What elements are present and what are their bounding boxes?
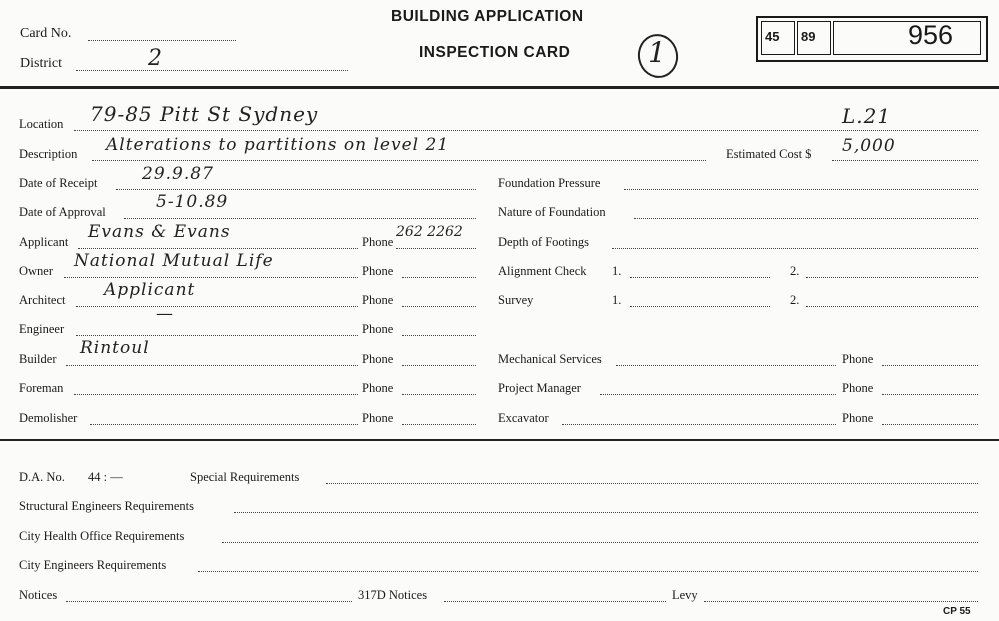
engineer-label: Engineer (19, 322, 65, 336)
date-approval-label: Date of Approval (19, 205, 106, 219)
notices-field[interactable] (66, 601, 352, 602)
builder-field[interactable] (66, 365, 358, 366)
foundation-pressure-field[interactable] (624, 189, 978, 190)
mechanical-phone-label: Phone (842, 352, 874, 366)
foundation-pressure-label: Foundation Pressure (498, 176, 601, 190)
foreman-phone-field[interactable] (402, 394, 476, 395)
architect-phone-field[interactable] (402, 306, 476, 307)
location-field[interactable] (74, 130, 978, 131)
notices-317d-label: 317D Notices (358, 588, 428, 602)
city-engineers-label: City Engineers Requirements (19, 558, 167, 572)
engineer-field[interactable] (76, 335, 358, 336)
date-receipt-value: 29.9.87 (142, 164, 214, 184)
applicant-phone-field[interactable] (396, 248, 476, 249)
applicant-phone-label: Phone (362, 235, 394, 249)
excavator-phone-field[interactable] (882, 424, 978, 425)
alignment-check-num-2: 2. (790, 264, 800, 278)
alignment-check-field-1[interactable] (630, 277, 770, 278)
notices-317d-field[interactable] (444, 601, 666, 602)
architect-phone-label: Phone (362, 293, 394, 307)
card-number-box (756, 16, 988, 62)
demolisher-phone-label: Phone (362, 411, 394, 425)
description-label: Description (19, 147, 78, 161)
nature-foundation-field[interactable] (634, 218, 978, 219)
card-no-label: Card No. (20, 26, 72, 41)
box-b: 89 (801, 29, 816, 44)
architect-field[interactable] (76, 306, 358, 307)
survey-num-1: 1. (612, 293, 622, 307)
alignment-check-num-1: 1. (612, 264, 622, 278)
date-receipt-field[interactable] (116, 189, 476, 190)
description-value: Alterations to partitions on level 21 (106, 135, 450, 155)
header-divider (0, 86, 999, 89)
excavator-field[interactable] (562, 424, 836, 425)
foreman-phone-label: Phone (362, 381, 394, 395)
project-manager-phone-field[interactable] (882, 394, 978, 395)
project-manager-phone-label: Phone (842, 381, 874, 395)
demolisher-phone-field[interactable] (402, 424, 476, 425)
location-value: 79-85 Pitt St Sydney (90, 102, 319, 126)
health-field[interactable] (222, 542, 978, 543)
foreman-label: Foreman (19, 381, 64, 395)
owner-label: Owner (19, 264, 54, 278)
health-label: City Health Office Requirements (19, 529, 185, 543)
owner-phone-field[interactable] (402, 277, 476, 278)
builder-label: Builder (19, 352, 57, 366)
demolisher-label: Demolisher (19, 411, 78, 425)
survey-field-2[interactable] (806, 306, 978, 307)
location-label: Location (19, 117, 64, 131)
date-approval-field[interactable] (124, 218, 476, 219)
da-no-label: D.A. No. (19, 470, 65, 484)
survey-label: Survey (498, 293, 534, 307)
applicant-phone-value: 262 2262 (396, 224, 463, 240)
excavator-label: Excavator (498, 411, 549, 425)
special-requirements-label: Special Requirements (190, 470, 300, 484)
estimated-cost-label: Estimated Cost $ (726, 147, 812, 161)
location-level: L.21 (842, 104, 892, 128)
architect-value: Applicant (104, 280, 196, 300)
district-field[interactable] (76, 70, 348, 71)
structural-field[interactable] (234, 512, 978, 513)
circled-number-stamp (636, 30, 680, 76)
circled-number: 1 (648, 36, 667, 69)
description-field[interactable] (92, 160, 706, 161)
builder-phone-field[interactable] (402, 365, 476, 366)
district-label: District (20, 56, 62, 71)
owner-field[interactable] (64, 277, 358, 278)
special-requirements-field[interactable] (326, 483, 978, 484)
architect-label: Architect (19, 293, 66, 307)
engineer-phone-field[interactable] (402, 335, 476, 336)
survey-field-1[interactable] (630, 306, 770, 307)
nature-foundation-label: Nature of Foundation (498, 205, 606, 219)
estimated-cost-value: 5,000 (842, 136, 896, 156)
city-engineers-field[interactable] (198, 571, 978, 572)
levy-field[interactable] (704, 601, 978, 602)
levy-label: Levy (672, 588, 698, 602)
depth-footings-label: Depth of Footings (498, 235, 589, 249)
mechanical-phone-field[interactable] (882, 365, 978, 366)
form-code: CP 55 (943, 606, 971, 617)
card-no-field[interactable] (88, 40, 236, 41)
form-title: BUILDING APPLICATION (391, 8, 584, 25)
form-subtitle: INSPECTION CARD (419, 44, 571, 61)
engineer-value: — (156, 304, 174, 324)
da-no-value: 44 : — (88, 470, 123, 484)
owner-value: National Mutual Life (74, 251, 274, 271)
foreman-field[interactable] (74, 394, 358, 395)
applicant-field[interactable] (78, 248, 358, 249)
alignment-check-label: Alignment Check (498, 264, 587, 278)
engineer-phone-label: Phone (362, 322, 394, 336)
demolisher-field[interactable] (90, 424, 358, 425)
date-receipt-label: Date of Receipt (19, 176, 98, 190)
structural-label: Structural Engineers Requirements (19, 499, 194, 513)
date-approval-value: 5-10.89 (156, 192, 229, 212)
estimated-cost-field[interactable] (832, 160, 978, 161)
project-manager-field[interactable] (600, 394, 836, 395)
notices-label: Notices (19, 588, 58, 602)
district-value: 2 (148, 46, 163, 71)
alignment-check-field-2[interactable] (806, 277, 978, 278)
mechanical-label: Mechanical Services (498, 352, 602, 366)
owner-phone-label: Phone (362, 264, 394, 278)
box-number: 956 (908, 20, 954, 50)
project-manager-label: Project Manager (498, 381, 581, 395)
applicant-value: Evans & Evans (88, 222, 231, 242)
mechanical-field[interactable] (616, 365, 836, 366)
details-divider (0, 439, 999, 441)
survey-num-2: 2. (790, 293, 800, 307)
excavator-phone-label: Phone (842, 411, 874, 425)
builder-phone-label: Phone (362, 352, 394, 366)
box-a: 45 (765, 29, 780, 44)
depth-footings-field[interactable] (612, 248, 978, 249)
builder-value: Rintoul (80, 338, 150, 358)
applicant-label: Applicant (19, 235, 69, 249)
